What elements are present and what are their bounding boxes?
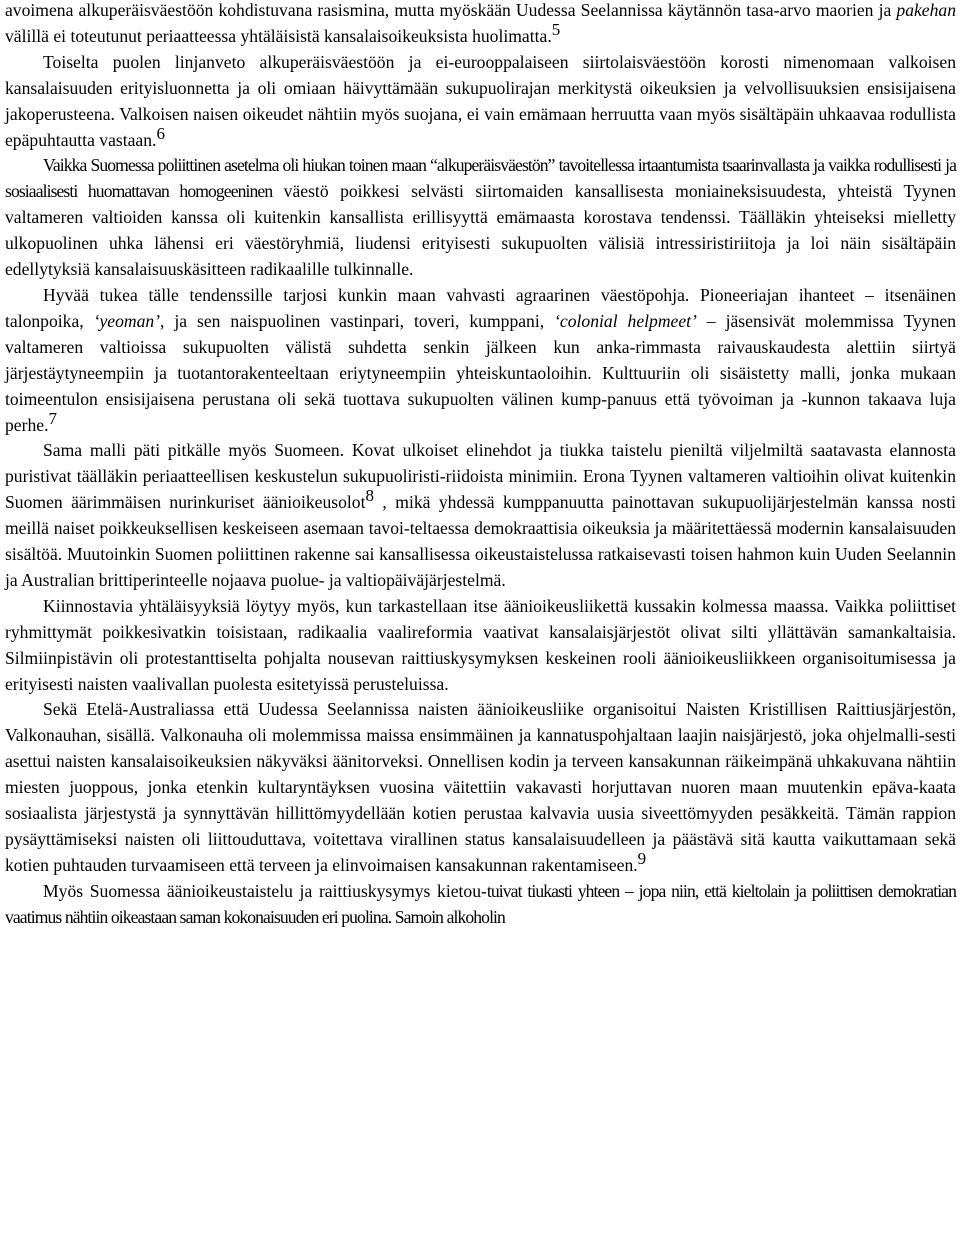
p3-text-2: väestö poikkesi selvästi siirtomaiden kansallisesta moniaineksisuudesta, yhteistä Tyynen valtameren valtioiden kanssa oli kuitenkin kansallista erillisyyttä emämaasta korostava tendenssi. Täälläkin yhteiseksi mielletty ulkopuolinen uhka lähensi eri väestöryhmiä, liudensi erityisesti sukupuolten välisiä intressiristiriitoja ja loi näin sisältäpäin edellytyksiä kansalaisuuskäsitteen radikaalille tulkinnalle. xyxy=(5,181,956,280)
p5-text-2: , mikä yhdessä kumppanuutta painottavan sukupuolijärjestelmän kanssa nosti meillä naiset poikkeuksellisen keskeiseen asemaan tavoi-teltaessa demokraattisia oikeuksia ja määritettäessä modernin kansalaisuuden sisältöä. Muutoinkin Suomen poliittinen rakenne sai kansallisessa oikeustaistelussa ratkaisevasti toisen hahmon kuin Uuden Seelannin ja Australian brittiperinteelle nojaava puolue- ja valtiopäiväjärjestelmä. xyxy=(5,492,956,590)
paragraph-4 xyxy=(5,283,956,438)
paragraph-3 xyxy=(5,153,956,283)
footnote-ref-5[interactable]: 5 xyxy=(551,19,561,39)
paragraph-6 xyxy=(5,594,956,698)
p5-text-1: Sama malli päti pitkälle myös Suomeen. Kovat ulkoiset elinehdot ja tiukka taistelu pieniltä viljelmiltä saatavasta elannosta puristivat täälläkin periaatteellisen keskustelun sukupuoliristi-riidoista minimiin. Erona Tyynen valtameren valtioihin olivat kuitenkin Suomen äärimmäisen nurinkuriset äänioikeusolot xyxy=(5,440,956,513)
p8-text-1: Myös Suomessa äänioikeustaistelu ja raittiuskysymys kietou- xyxy=(43,880,487,901)
p8-text-condensed: tuivat tiukasti yhteen – jopa niin, että kieltolain ja poliittisen demokratian vaatimus nähtiin oikeastaan saman kokonaisuuden eri puolina. Samoin alkoholin xyxy=(5,880,956,927)
p4-text-1: Hyvää tukea tälle tendenssille tarjosi kunkin maan vahvasti agraarinen väestöpohja. Pioneeriajan ihanteet – itsenäinen talonpoika, xyxy=(5,284,956,331)
paragraph-5 xyxy=(5,438,956,593)
footnote-ref-8[interactable]: 8 xyxy=(365,486,374,506)
p1-text-2: välillä ei toteutunut periaatteessa yhtäläisistä kansalaisoikeuksista huolimatta. xyxy=(5,25,552,46)
p7-text-1: Sekä Etelä-Australiassa että Uudessa Seelannissa naisten äänioikeusliike organisoitui Naisten Kristillisen Raittiusjärjestön, Valkonauhan, sisällä. Valkonauha oli molemmissa maissa ensimmäinen ja kannatuspohjaltaan laajin naisjärjestö, joka ohjelmalli-sesti asettui naisten kansalaisoikeuksien näkyväksi äänitorveksi. Onnellisen kodin ja terveen kansakunnan räikeimpänä uhkakuvana nähtiin miesten juoppous, jonka etenkin kultaryntäyksen vuosina väitettiin vakavasti horjuttavan nuoren maan muutenkin epäva-kaata sosiaalista järjestystä ja synnyttävän hillittömyydellään kotien perustaa kalvavia uusia siveettömyyden pesäkkeitä. Tämän rappion pysäyttämiseksi naisten oli liittouduttava, voitettava virallinen status kansalaisuudelleen ja päästävä sitä kautta vaikuttamaan sekä kotien puhtauden turvaamiseen että terveen ja elinvoimaisen kansakunnan rakentamiseen. xyxy=(5,699,956,875)
p4-italic-yeoman: ‘yeoman’ xyxy=(93,310,161,331)
p2-text-1: Toiselta puolen linjanveto alkuperäisväestöön ja ei-eurooppalaiseen siirtolaisväestöön korosti nimenomaan valkoisen kansalaisuuden erityisluonnetta ja oli omiaan häivyttämään sukupuolirajan merkitystä oikeuksien ja velvollisuuksien ensisijaisena jakoperusteena. Valkoisen naisen oikeudet nähtiin myös suojana, ei vain emämaan herruutta vaan myös sisältäpäin uhkaavaa rodullista epäpuhtautta vastaan. xyxy=(5,51,956,150)
paragraph-1 xyxy=(5,0,956,50)
paragraph-7 xyxy=(5,697,956,878)
footnote-ref-7[interactable]: 7 xyxy=(48,408,57,428)
footnote-ref-6[interactable]: 6 xyxy=(156,123,165,143)
p3-text-condensed: Vaikka Suomessa poliittinen asetelma oli hiukan toinen maan “alkuperäisväestön” tavoitellessa irtaantumista tsaarinvallasta ja vaikka rodullisesti ja sosiaalisesti huomattavan homogeeninen xyxy=(5,155,956,202)
p4-text-2: , ja sen naispuolinen vastinpari, toveri, kumppani, xyxy=(160,310,555,331)
p4-text-3: – jäsensivät molemmissa Tyynen valtameren valtioissa sukupuolten välistä suhdetta senkin jälkeen kun anka-rimmasta raivauskaudesta alettiin siirtyä järjestäytyneempiin ja tuotantorakenteeltaan eriytyneempiin yhteiskuntaoloihin. Kulttuuriin oli sisäistetty malli, jonka mukaan toimeentulon ensisijaisena perustana oli sekä tuottava sukupuolten välinen kump-panuus että työvoiman ja -kunnon takaava luja perhe. xyxy=(5,310,956,435)
p1-text-1: avoimena alkuperäisväestöön kohdistuvana rasismina, mutta myöskään Uudessa Seelannissa käytännön tasa-arvo maorien ja xyxy=(5,0,897,20)
p6-text-1: Kiinnostavia yhtäläisyyksiä löytyy myös, kun tarkastellaan itse äänioikeusliikettä kussakin kolmessa maassa. Vaikka poliittiset ryhmittymät poikkesivatkin toisistaan, radikaalia vaalireformia vaativat kansalaisjärjestöt olivat silti yllättävän samankaltaisia. Silmiinpistävin oli protestanttiselta pohjalta nousevan raittiuskysymyksen keskeinen rooli äänioikeusliikkeen organisoitumisessa ja erityisesti naisten vaalivallan puolesta esitetyissä perusteluissa. xyxy=(5,595,956,694)
p1-italic-pakehan: pakehan xyxy=(896,0,956,20)
footnote-ref-9[interactable]: 9 xyxy=(637,848,647,868)
paragraph-8 xyxy=(5,879,956,931)
p4-italic-colonial-helpmeet: ‘colonial helpmeet’ xyxy=(554,310,697,331)
paragraph-2 xyxy=(5,50,956,154)
